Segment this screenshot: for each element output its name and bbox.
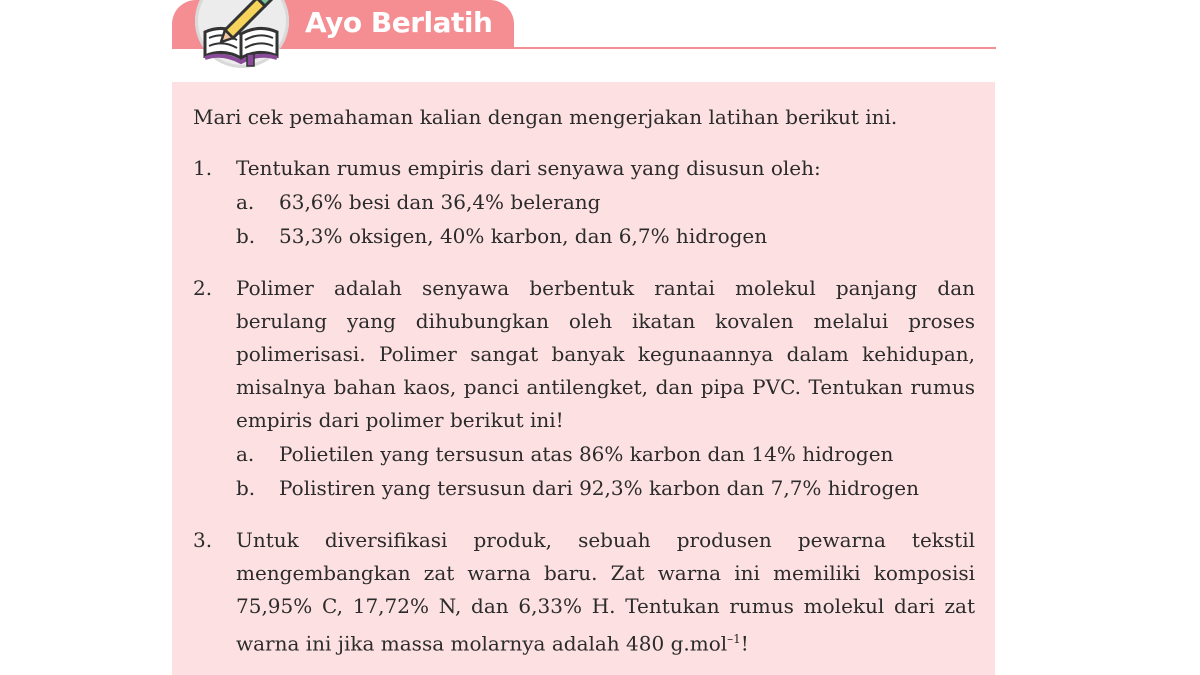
superscript: –1 [727,632,741,646]
header-divider [172,47,996,49]
section-title: Ayo Berlatih [305,6,493,39]
question-text: Tentukan rumus empiris dari senyawa yang disusun oleh: [236,156,821,180]
sub-item-text: 53,3% oksigen, 40% karbon, dan 6,7% hidrogen [279,224,768,248]
sub-item-a [236,437,975,471]
question-1 [193,152,975,253]
intro-text: Mari cek pemahaman kalian dengan mengerjakan latihan berikut ini. [193,105,898,129]
question-number: 1. [193,156,213,180]
sub-item-letter: a. [236,190,255,214]
question-text: Polimer adalah senyawa berbentuk rantai molekul panjang dan berulang yang dihubungkan oleh ikatan kovalen melalui proses polimerisasi. Polimer sangat banyak kegunaannya dalam kehidupan, misalnya bahan kaos, panci antilengket, dan pipa PVC. Tentukan rumus empiris dari polimer berikut ini! [236,276,975,432]
sub-item-text: Polietilen yang tersusun atas 86% karbon dan 14% hidrogen [279,442,894,466]
sub-item-letter: b. [236,476,256,500]
question-3 [193,524,975,661]
sub-item-letter: b. [236,224,256,248]
sub-item-letter: a. [236,442,255,466]
question-number: 3. [193,528,213,552]
sub-item-a [236,185,975,219]
sub-item-b [236,471,975,505]
question-text-end: ! [740,631,749,656]
question-2 [193,272,975,505]
sub-item-text: 63,6% besi dan 36,4% belerang [279,190,601,214]
sub-item-b [236,219,975,253]
sub-item-text: Polistiren yang tersusun dari 92,3% karbon dan 7,7% hidrogen [279,476,919,500]
question-text-main: Untuk diversifikasi produk, sebuah produsen pewarna tekstil mengembangkan zat warna baru. Zat warna ini memiliki komposisi 75,95% C, 17,72% N, dan 6,33% H. Tentukan rumus molekul dari zat warna ini jika massa molarnya adalah 480 g.mol [236,528,975,656]
question-number: 2. [193,276,213,300]
book-pencil-icon [195,0,289,68]
question-text [236,524,975,661]
